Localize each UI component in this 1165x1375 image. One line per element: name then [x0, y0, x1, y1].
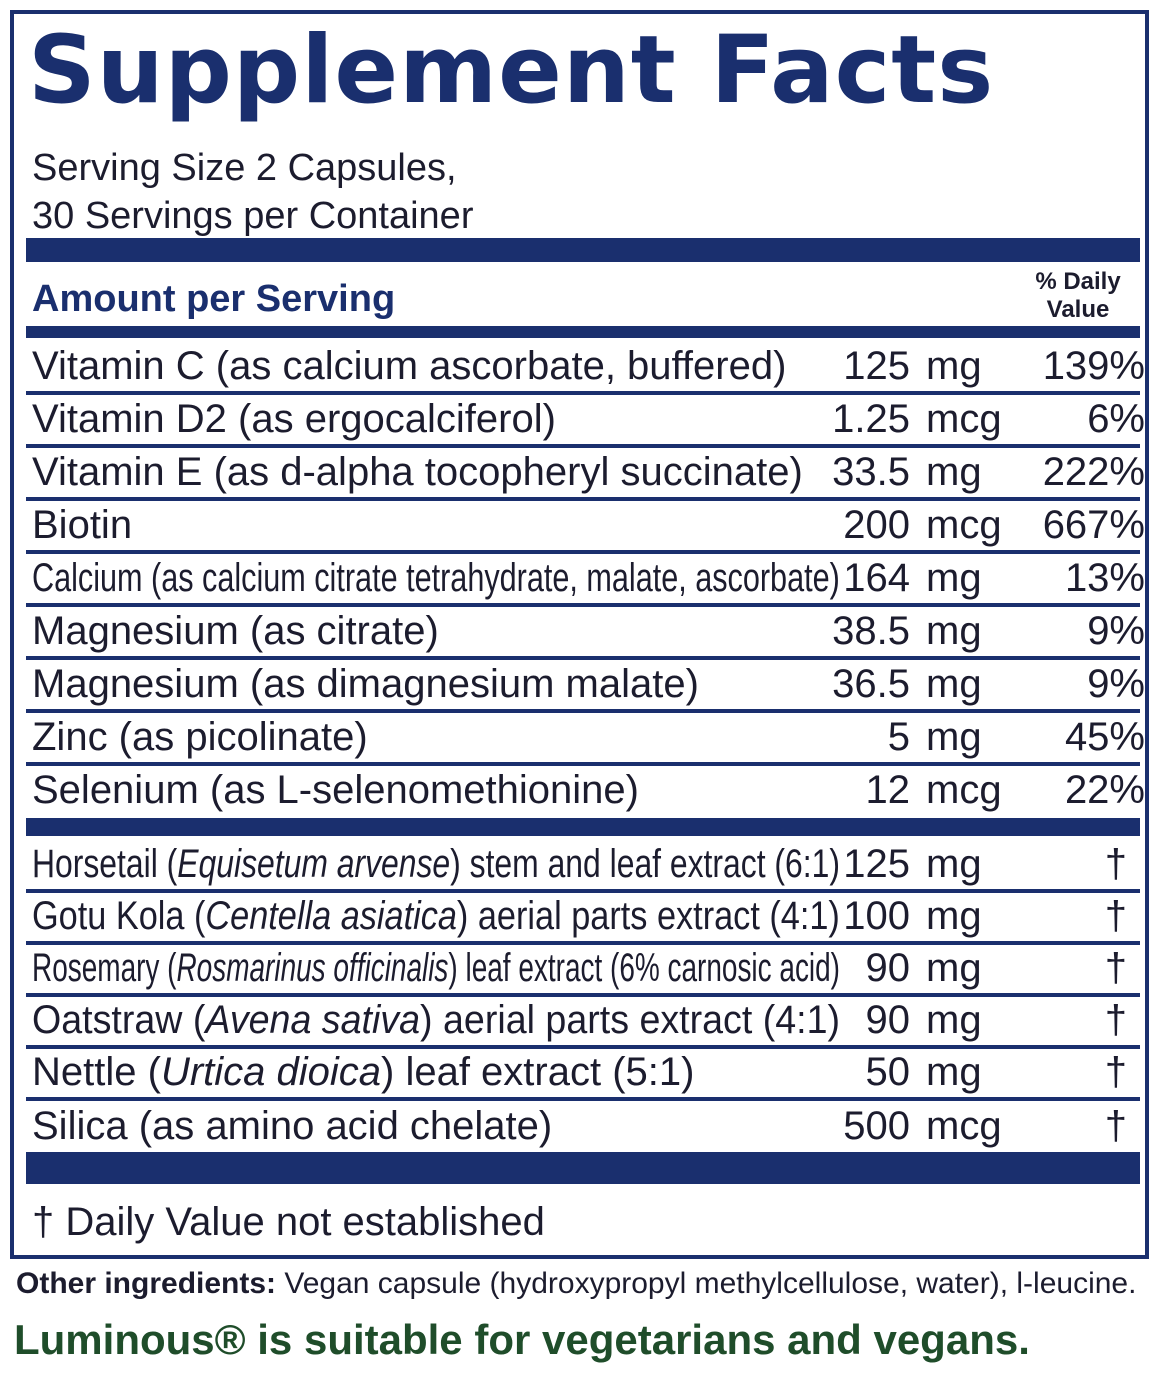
- daily-value-footnote: † Daily Value not established: [32, 1200, 545, 1244]
- table-row: [0, 393, 1165, 445]
- other-ingredients-text: Vegan capsule (hydroxypropyl methylcellulose, water), l-leucine.: [276, 1267, 1137, 1300]
- nutrient-daily-value: 667%: [1042, 503, 1145, 547]
- ingredient-name: Rosemary (Rosmarinus officinalis) leaf extract (6% carnosic acid): [32, 946, 841, 990]
- nutrient-name: Magnesium (as dimagnesium malate): [32, 662, 699, 706]
- ingredient-name: Gotu Kola (Centella asiatica) aerial parts extract (4:1): [32, 894, 840, 938]
- latin-name: Avena sativa: [205, 998, 421, 1042]
- ingredient-unit: mg: [926, 842, 982, 886]
- nutrient-amount: 1.25: [832, 397, 910, 441]
- nutrient-daily-value: 13%: [1064, 556, 1145, 600]
- nutrient-amount: 38.5: [832, 609, 910, 653]
- ingredient-amount: 50: [865, 1050, 910, 1094]
- nutrient-amount: 5: [887, 715, 910, 759]
- ingredient-name: Oatstraw (Avena sativa) aerial parts extract (4:1): [32, 998, 841, 1042]
- nutrient-unit: mg: [926, 556, 982, 600]
- amount-per-serving-header: Amount per Serving: [32, 278, 396, 320]
- ingredient-amount: 90: [865, 998, 910, 1042]
- ingredient-daily-value: †: [1104, 998, 1127, 1042]
- thick-divider-mid: [26, 818, 1140, 836]
- ingredient-unit: mg: [926, 946, 982, 990]
- nutrient-unit: mg: [926, 715, 982, 759]
- nutrient-daily-value: 45%: [1064, 715, 1145, 759]
- nutrient-name: Selenium (as L-selenomethionine): [32, 768, 639, 812]
- ingredient-name: Nettle (Urtica dioica) leaf extract (5:1): [32, 1050, 695, 1094]
- other-ingredients: [16, 1264, 1136, 1304]
- nutrient-unit: mcg: [926, 397, 1002, 441]
- ingredient-unit: mcg: [926, 1104, 1002, 1148]
- nutrient-name: Zinc (as picolinate): [32, 715, 368, 759]
- nutrient-daily-value: 139%: [1042, 344, 1145, 388]
- latin-name: Rosmarinus officinalis: [176, 946, 449, 990]
- thick-divider-top: [26, 238, 1140, 262]
- nutrient-name: Vitamin D2 (as ergocalciferol): [32, 397, 556, 441]
- nutrient-amount: 12: [865, 768, 910, 812]
- table-row: [0, 711, 1165, 763]
- table-row: [0, 605, 1165, 657]
- servings-per-container: 30 Servings per Container: [32, 195, 474, 237]
- table-row: [0, 942, 1165, 994]
- table-row: [0, 499, 1165, 551]
- nutrient-name: Vitamin C (as calcium ascorbate, buffered): [32, 344, 787, 388]
- ingredient-amount: 125: [843, 842, 910, 886]
- latin-name: Urtica dioica: [160, 1050, 382, 1094]
- nutrient-unit: mcg: [926, 503, 1002, 547]
- table-row: [0, 446, 1165, 498]
- nutrient-daily-value: 9%: [1087, 662, 1145, 706]
- table-row: [0, 1100, 1165, 1152]
- ingredient-daily-value: †: [1104, 1104, 1127, 1148]
- nutrient-daily-value: 9%: [1087, 609, 1145, 653]
- nutrient-daily-value: 6%: [1087, 397, 1145, 441]
- ingredient-unit: mg: [926, 998, 982, 1042]
- serving-size: Serving Size 2 Capsules,: [32, 147, 457, 189]
- latin-name: Equisetum arvense: [177, 842, 451, 886]
- serving-info: [32, 144, 473, 240]
- table-row: [0, 890, 1165, 942]
- ingredient-name: Horsetail (Equisetum arvense) stem and leaf extract (6:1): [32, 842, 840, 886]
- vegan-note: Luminous® is suitable for vegetarians and vegans.: [14, 1316, 1030, 1363]
- nutrient-amount: 125: [843, 344, 910, 388]
- nutrient-name: Magnesium (as citrate): [32, 609, 439, 653]
- nutrient-daily-value: 22%: [1064, 768, 1145, 812]
- latin-name: Centella asiatica: [205, 894, 457, 938]
- table-row: [0, 1046, 1165, 1098]
- table-row: [0, 340, 1165, 392]
- nutrient-name: Biotin: [32, 503, 133, 547]
- thick-divider-bottom: [26, 1152, 1140, 1184]
- table-row: [0, 658, 1165, 710]
- ingredient-daily-value: †: [1104, 946, 1127, 990]
- ingredient-amount: 100: [843, 894, 910, 938]
- medium-divider: [26, 326, 1140, 338]
- table-row: [0, 552, 1165, 604]
- daily-value-header: % Daily Value: [1035, 268, 1121, 323]
- ingredient-unit: mg: [926, 894, 982, 938]
- ingredient-amount: 90: [865, 946, 910, 990]
- nutrient-unit: mg: [926, 609, 982, 653]
- nutrient-amount: 200: [843, 503, 910, 547]
- ingredient-name: Silica (as amino acid chelate): [32, 1104, 553, 1148]
- nutrient-unit: mg: [926, 662, 982, 706]
- nutrient-amount: 33.5: [832, 450, 910, 494]
- ingredient-daily-value: †: [1104, 1050, 1127, 1094]
- nutrient-unit: mg: [926, 344, 982, 388]
- page-title: Supplement Facts: [28, 16, 995, 125]
- nutrient-daily-value: 222%: [1042, 450, 1145, 494]
- table-row: [0, 994, 1165, 1046]
- other-ingredients-label: Other ingredients:: [16, 1267, 277, 1300]
- nutrient-name: Vitamin E (as d-alpha tocopheryl succinate): [32, 450, 803, 494]
- nutrient-name: Calcium (as calcium citrate tetrahydrate, malate, ascorbate): [32, 556, 840, 600]
- nutrient-unit: mcg: [926, 768, 1002, 812]
- nutrient-amount: 164: [843, 556, 910, 600]
- nutrient-unit: mg: [926, 450, 982, 494]
- ingredient-daily-value: †: [1104, 894, 1127, 938]
- ingredient-amount: 500: [843, 1104, 910, 1148]
- ingredient-daily-value: †: [1104, 842, 1127, 886]
- table-row: [0, 838, 1165, 890]
- nutrient-amount: 36.5: [832, 662, 910, 706]
- ingredient-unit: mg: [926, 1050, 982, 1094]
- table-row: [0, 764, 1165, 816]
